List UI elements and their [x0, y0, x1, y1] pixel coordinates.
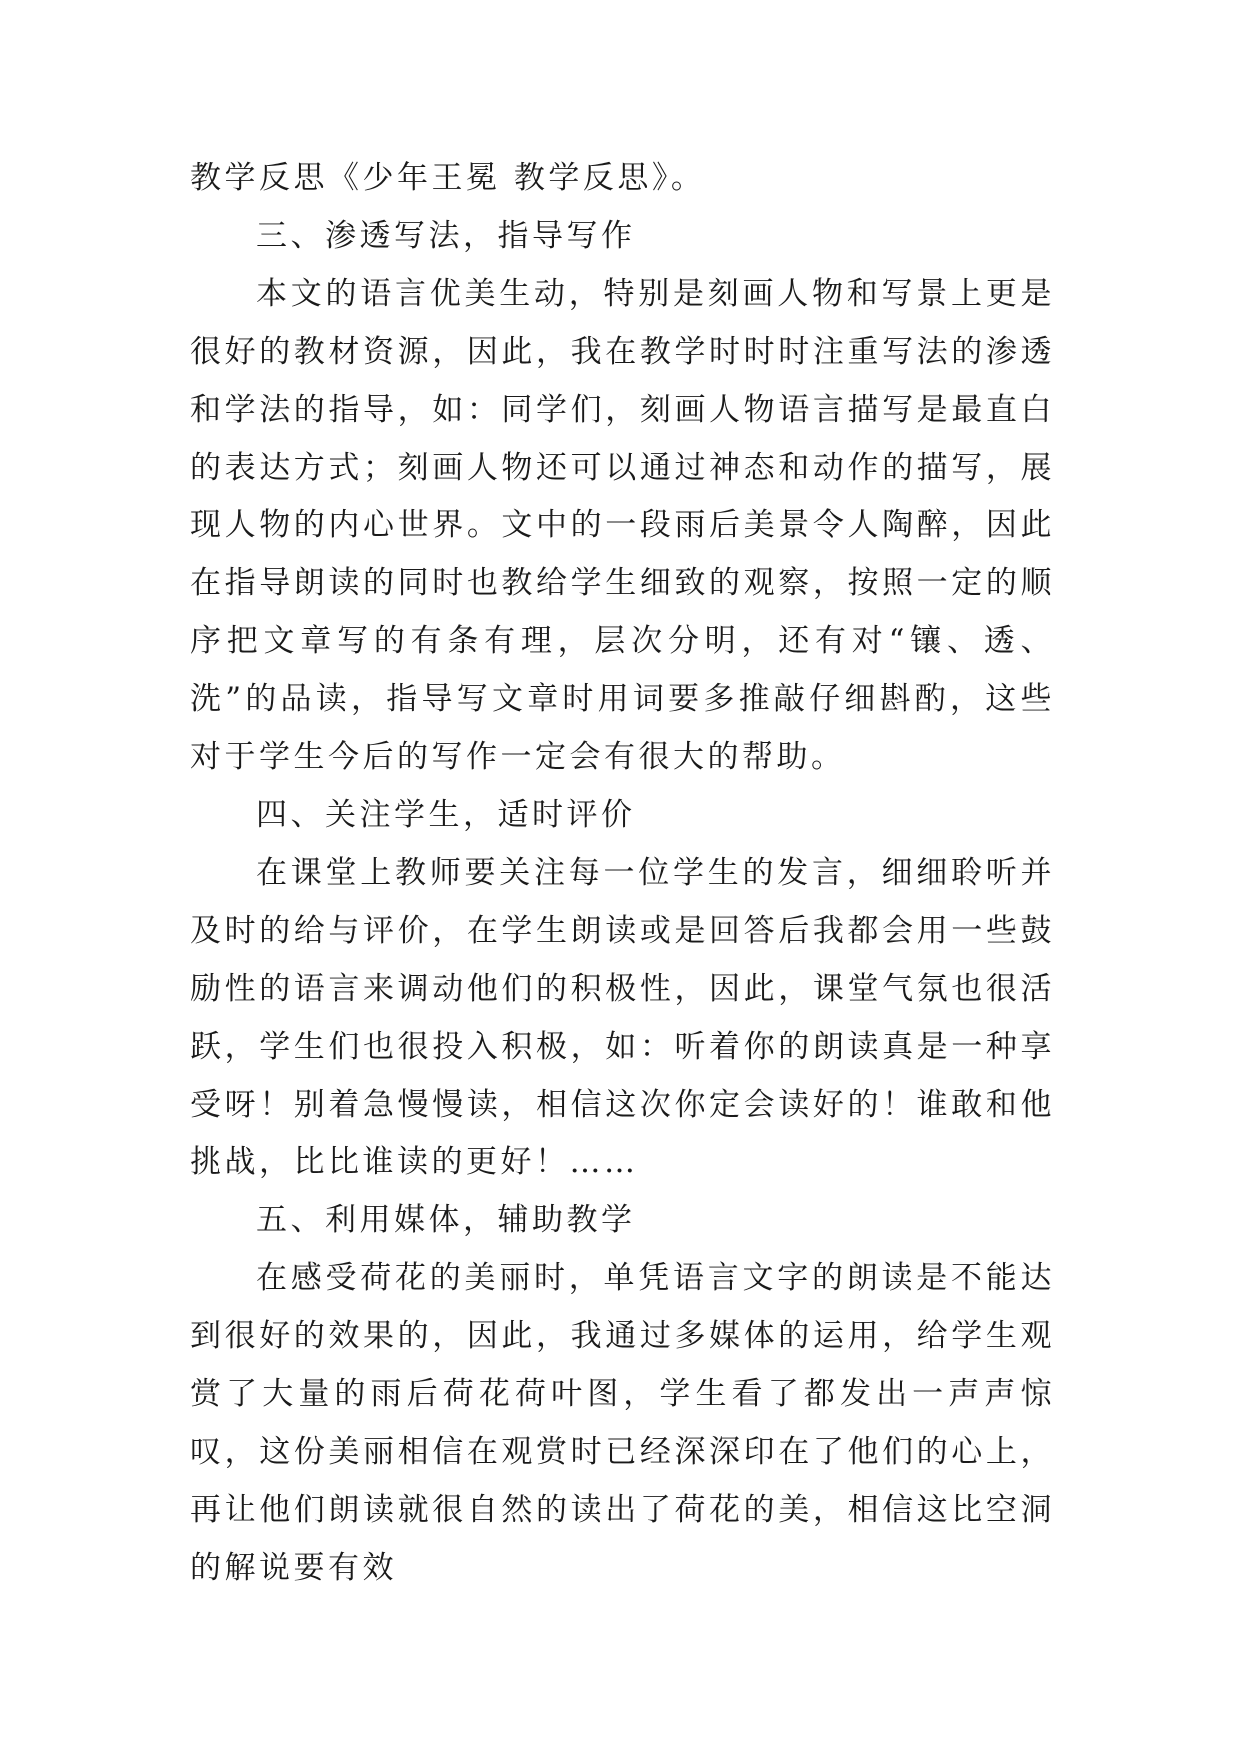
- paragraph-media-teaching: 在感受荷花的美丽时，单凭语言文字的朗读是不能达到很好的效果的，因此，我通过多媒体的运用，给学生观赏了大量的雨后荷花荷叶图，学生看了都发出一声声惊叹，这份美丽相信在观赏时已经深深印在了他们的心上，再让他们朗读就很自然的读出了荷花的美，相信这比空洞的解说要有效: [190, 1260, 1055, 1586]
- section-heading-3: 三、渗透写法，指导写作: [256, 217, 636, 254]
- paragraph-continuation: 教学反思《少年王冕 教学反思》。: [190, 160, 706, 196]
- section-heading-5: 五、利用媒体，辅助教学: [256, 1202, 636, 1239]
- section-heading-4: 四、关注学生，适时评价: [256, 796, 636, 833]
- document-page: [190, 150, 1055, 1598]
- paragraph-student-evaluation: 在课堂上教师要关注每一位学生的发言，细细聆听并及时的给与评价，在学生朗读或是回答后我都会用一些鼓励性的语言来调动他们的积极性，因此，课堂气氛也很活跃，学生们也很投入积极，如：听着你的朗读真是一种享受呀！别着急慢慢读，相信这次你定会读好的！谁敢和他挑战，比比谁读的更好！……: [190, 854, 1055, 1181]
- paragraph-writing-methods: 本文的语言优美生动，特别是刻画人物和写景上更是很好的教材资源，因此，我在教学时时时注重写法的渗透和学法的指导，如：同学们，刻画人物语言描写是最直白的表达方式；刻画人物还可以通过神态和动作的描写，展现人物的内心世界。文中的一段雨后美景令人陶醉，因此在指导朗读的同时也教给学生细致的观察，按照一定的顺序把文章写的有条有理，层次分明，还有对“镶、透、洗”的品读，指导写文章时用词要多推敲仔细斟酌，这些对于学生今后的写作一定会有很大的帮助。: [190, 275, 1055, 776]
